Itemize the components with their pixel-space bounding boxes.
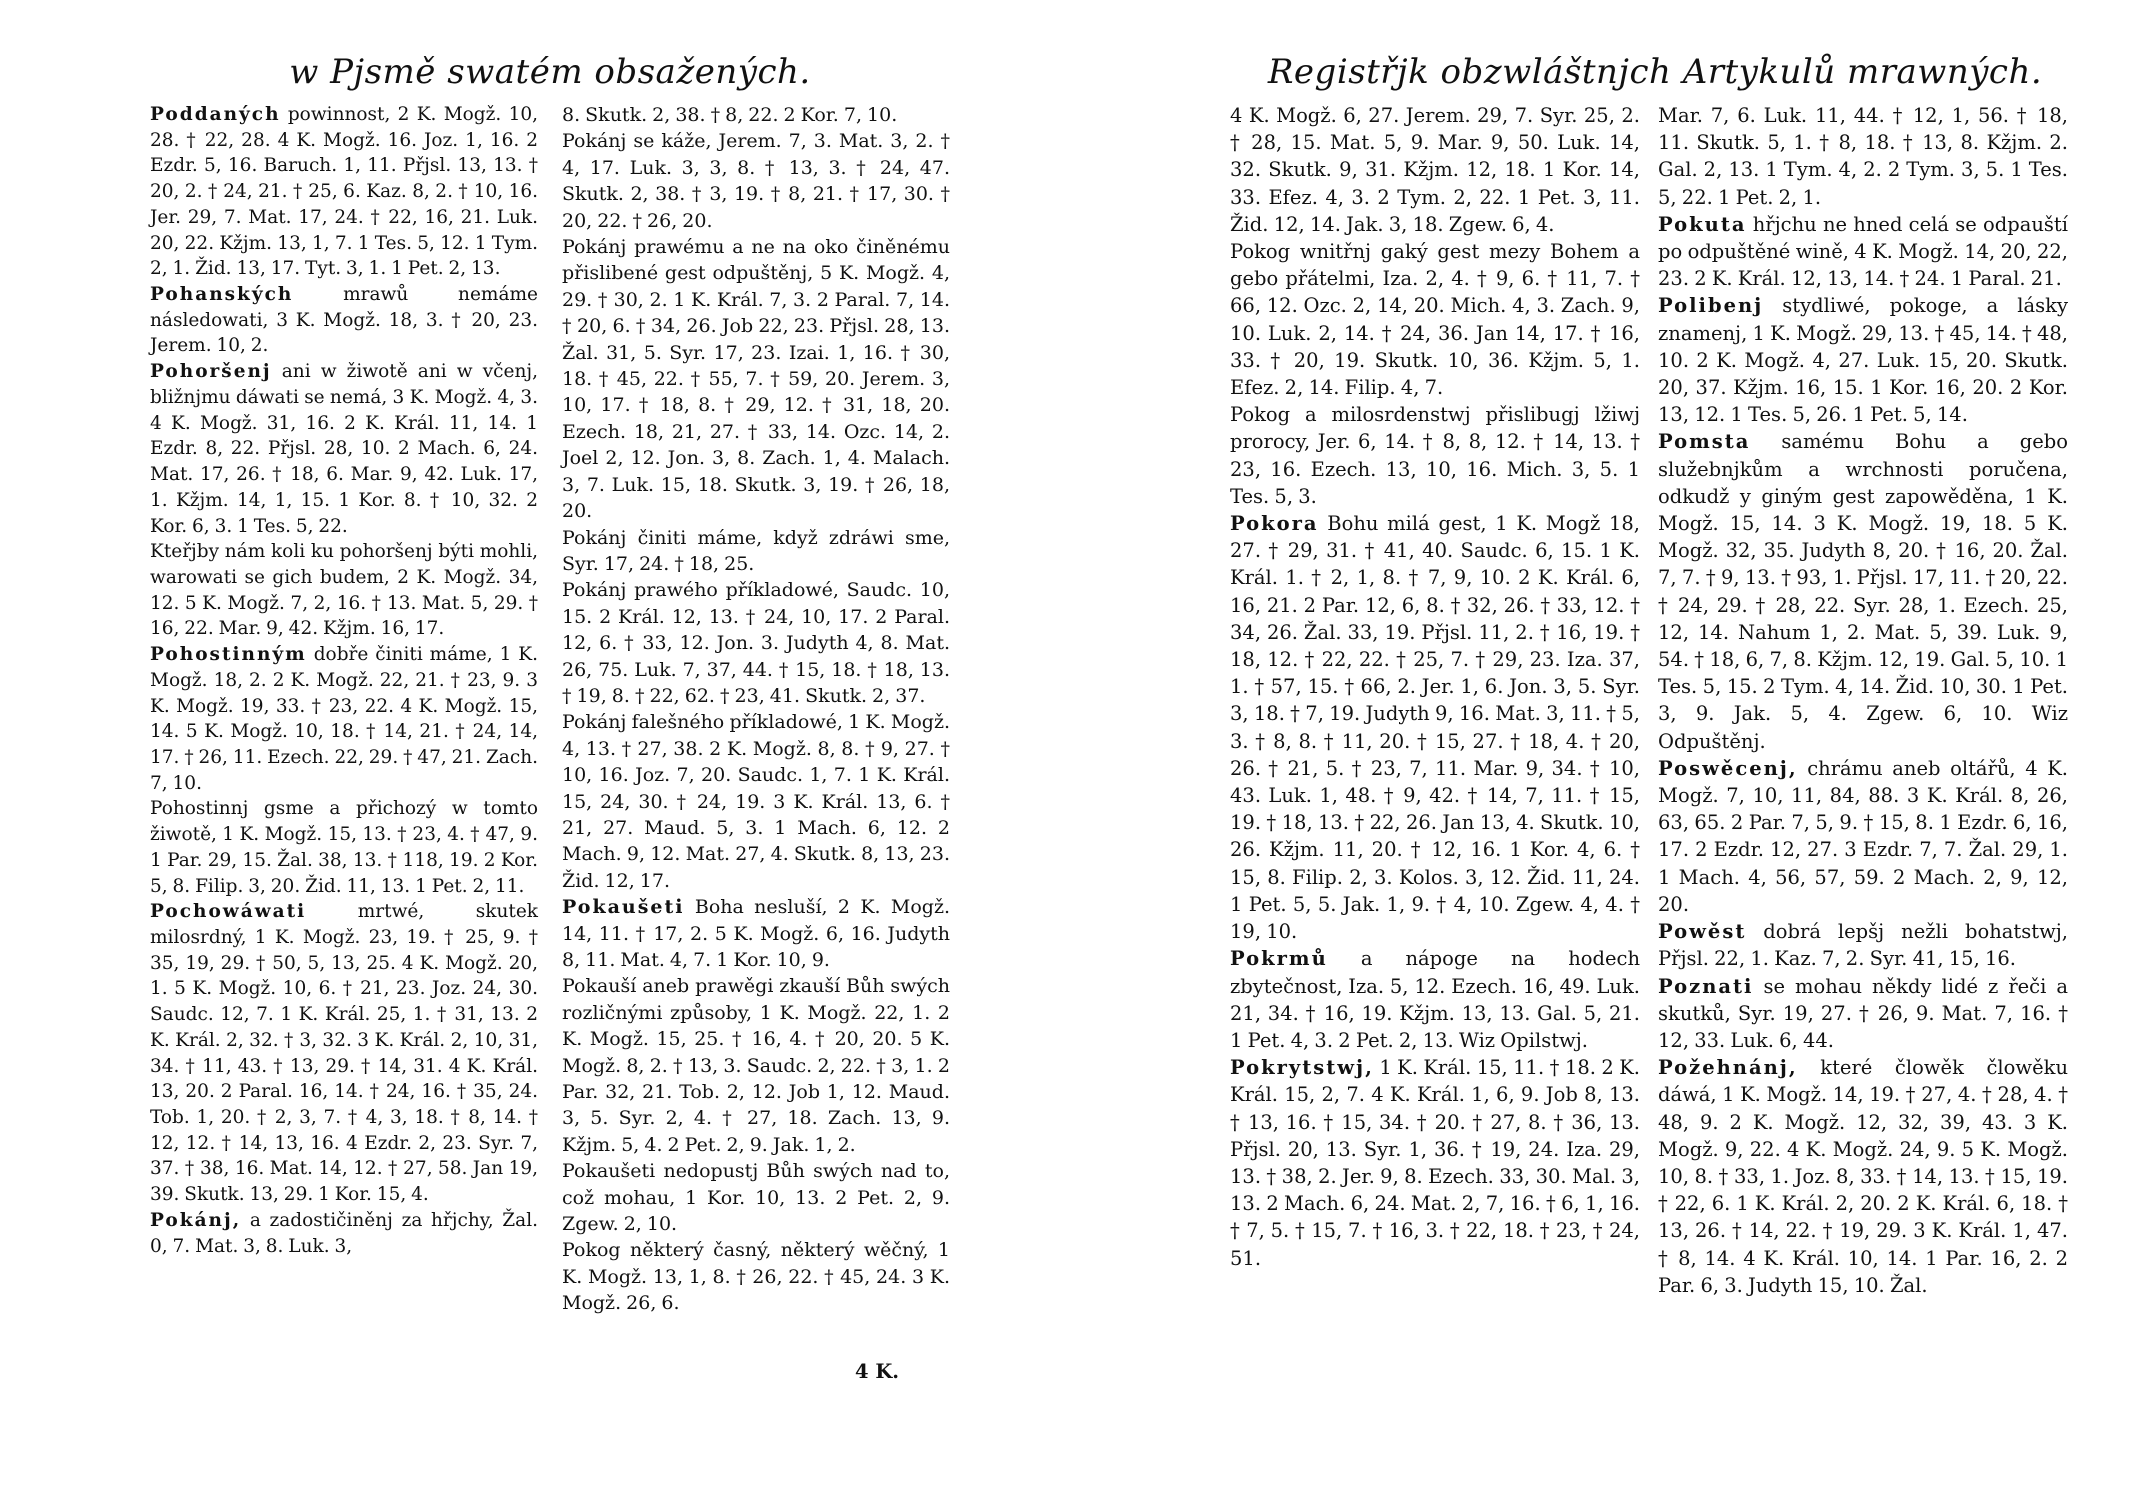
index-entry [1658, 428, 2068, 754]
index-entry [562, 234, 950, 524]
index-entry [562, 1158, 950, 1237]
entry-keyword: Pokaušeti [562, 896, 685, 919]
entry-references: chrámu aneb oltářů, 4 K. Mogž. 7, 10, 11, 84, 88. 3 K. Král. 8, 26, 63, 65. 2 Par. 7, 5, 9. † 15, 8. 1 Ezdr. 6, 16, 17. 2 Ezdr. 12, 27. 3 Ezdr. 7, 7. Žal. 29, 1. 1 Mach. 4, 56, 57, 59. 2 Mach. 2, 9, 12, 20. [1658, 756, 2069, 916]
index-entry [1658, 292, 2068, 428]
left-page-header: w Pjsmě swatém obsažených. [289, 52, 811, 92]
entry-references: stydliwé, pokoge, a lásky znamenj, 1 K. Mogž. 29, 13. † 45, 14. † 48, 10. 2 K. Mogž. 4, 27. Luk. 15, 20. Skutk. 20, 37. Kžjm. 16, 15. 1 Kor. 16, 20. 2 Kor. 13, 12. 1 Tes. 5, 26. 1 Pet. 5, 14. [1658, 294, 2068, 427]
right-column-2 [1658, 102, 2068, 1299]
index-entry [562, 1237, 950, 1316]
entry-references: 8. Skutk. 2, 38. † 8, 22. 2 Kor. 7, 10. [562, 104, 898, 126]
entry-references: které člowěk člowěku dáwá, 1 K. Mogž. 14, 19. † 27, 4. † 28, 4. † 48, 9. 2 K. Mogž. 12, 32, 39, 43. 3 K. Mogž. 9, 22. 4 K. Mogž. 24, 9. 5 K. Mogž. 10, 8. † 33, 1. Joz. 8, 33. † 14, 13. † 15, 19. † 22, 6. 1 K. Král. 2, 20. 2 K. Král. 6, 18. † 13, 26. † 14, 22. † 19, 29. 3 K. Král. 1, 47. † 8, 14. 4 K. Král. 10, 14. 1 Par. 16, 2. 2 Par. 6, 3. Judyth 15, 10. Žal. [1658, 1056, 2068, 1297]
index-entry [150, 796, 538, 899]
entry-keyword: Pochowáwati [150, 901, 307, 923]
entry-references: Boha nesluší, 2 K. Mogž. 14, 11. † 17, 2. 5 K. Mogž. 6, 16. Judyth 8, 11. Mat. 4, 7. 1 Kor. 10, 9. [562, 896, 951, 971]
entry-references: dobře činiti máme, 1 K. Mogž. 18, 2. 2 K. Mogž. 22, 21. † 23, 9. 3 K. Mogž. 19, 33. † 23, 22. 4 K. Mogž. 15, 14. 5 K. Mogž. 10, 18. † 14, 21. † 24, 14, 17. † 26, 11. Ezech. 22, 29. † 47, 21. Zach. 7, 10. [150, 644, 538, 794]
index-entry [1230, 510, 1640, 945]
entry-references: a nápoge na hodech zbytečnost, Iza. 5, 12. Ezech. 16, 49. Luk. 21, 34. † 16, 19. Kžjm. 13, 13. Gal. 5, 21. 1 Pet. 4, 3. 2 Pet. 2, 13. Wiz Opilstwj. [1230, 947, 1641, 1052]
index-entry [562, 709, 950, 894]
entry-keyword: Pohoršenj [150, 361, 272, 383]
index-entry [1230, 945, 1640, 1054]
index-entry [150, 899, 538, 1208]
catchword: 4 K. [855, 1360, 900, 1383]
index-entry [150, 282, 538, 359]
entry-keyword: Polibenj [1658, 294, 1764, 318]
entry-references: Pokaušeti nedopustj Bůh swých nad to, což mohau, 1 Kor. 10, 13. 2 Pet. 2, 9. Zgew. 2, 10. [562, 1160, 950, 1236]
entry-references: mrawů nemáme následowati, 3 K. Mogž. 18, 3. † 20, 23. Jerem. 10, 2. [150, 284, 538, 357]
index-entry [150, 102, 538, 282]
entry-references: Pokánj se káže, Jerem. 7, 3. Mat. 3, 2. † 4, 17. Luk. 3, 3, 8. † 13, 3. † 24, 47. Skutk. 2, 38. † 3, 19. † 8, 21. † 17, 30. † 20, 22. † 26, 20. [562, 130, 950, 232]
entry-keyword: Pohanských [150, 284, 294, 306]
index-entry [150, 539, 538, 642]
entry-references: Pokog wnitřnj gaký gest mezy Bohem a gebo přátelmi, Iza. 2, 4. † 9, 6. † 11, 7. † 66, 12. Ozc. 2, 14, 20. Mich. 4, 3. Zach. 9, 10. Luk. 2, 14. † 24, 36. Jan 14, 17. † 16, 33. † 20, 19. Skutk. 10, 36. Kžjm. 5, 1. Efez. 2, 14. Filip. 4, 7. [1230, 240, 1640, 400]
entry-references: Pohostinnj gsme a přichozý w tomto žiwotě, 1 K. Mogž. 15, 13. † 23, 4. † 47, 9. 1 Par. 29, 15. Žal. 38, 13. † 118, 19. 2 Kor. 5, 8. Filip. 3, 20. Žid. 11, 13. 1 Pet. 2, 11. [150, 798, 538, 897]
index-entry [1230, 238, 1640, 401]
entry-keyword: Poswěcenj, [1658, 756, 1798, 780]
entry-references: Pokánj falešného příkladowé, 1 K. Mogž. 4, 13. † 27, 38. 2 K. Mogž. 8, 8. † 9, 27. † 10, 16. Joz. 7, 20. Saudc. 1, 7. 1 K. Král. 15, 24, 30. † 24, 19. 3 K. Král. 13, 6. † 21, 27. Maud. 5, 3. 1 Mach. 6, 12. 2 Mach. 9, 12. Mat. 27, 4. Skutk. 8, 13, 23. Žid. 12, 17. [562, 711, 950, 892]
entry-keyword: Pokrmů [1230, 947, 1328, 971]
index-entry [562, 525, 950, 578]
entry-references: a zadostičiněnj za hřjchy, Žal. 0, 7. Mat. 3, 8. Luk. 3, [150, 1209, 538, 1257]
index-entry [1658, 211, 2068, 293]
index-entry [1658, 102, 2068, 211]
right-column-1 [1230, 102, 1640, 1272]
entry-keyword: Powěst [1658, 920, 1747, 944]
index-entry [562, 973, 950, 1158]
left-column-2 [562, 102, 950, 1317]
entry-keyword: Pomsta [1658, 430, 1751, 454]
entry-references: mrtwé, skutek milosrdný, 1 K. Mogž. 23, 19. † 25, 9. † 35, 19, 29. † 50, 5, 13, 25. 4 K. Mogž. 20, 1. 5 K. Mogž. 10, 6. † 21, 23. Joz. 24, 30. Saudc. 12, 7. 1 K. Král. 25, 1. † 31, 13. 2 K. Král. 2, 32. † 3, 32. 3 K. Král. 2, 10, 31, 34. † 11, 43. † 13, 29. † 14, 31. 4 K. Král. 13, 20. 2 Paral. 16, 14. † 24, 16. † 35, 24. Tob. 1, 20. † 2, 3, 7. † 4, 3, 18. † 8, 14. † 12, 12. † 14, 13, 16. 4 Ezdr. 2, 23. Syr. 7, 37. † 38, 16. Mat. 14, 12. † 27, 58. Jan 19, 39. Skutk. 13, 29. 1 Kor. 15, 4. [150, 901, 538, 1206]
entry-references: Mar. 7, 6. Luk. 11, 44. † 12, 1, 56. † 18, 11. Skutk. 5, 1. † 8, 18. † 13, 8. Kžjm. 2. Gal. 2, 13. 1 Tym. 4, 2. 2 Tym. 3, 5. 1 Tes. 5, 22. 1 Pet. 2, 1. [1658, 104, 2068, 209]
index-entry [1230, 102, 1640, 238]
right-page-header: Registřjk obzwláštnjch Artykulů mrawných. [1267, 52, 2043, 92]
entry-keyword: Poddaných [150, 104, 281, 125]
entry-references: ani w žiwotě ani w včenj, bližnjmu dáwati se nemá, 3 K. Mogž. 4, 3. 4 K. Mogž. 31, 16. 2 K. Král. 11, 14. 1 Ezdr. 8, 22. Přjsl. 28, 10. 2 Mach. 6, 24. Mat. 17, 26. † 18, 6. Mar. 9, 42. Luk. 17, 1. Kžjm. 14, 1, 15. 1 Kor. 8. † 10, 32. 2 Kor. 6, 3. 1 Tes. 5, 22. [150, 361, 539, 537]
entry-keyword: Pohostinným [150, 644, 307, 666]
index-entry [562, 102, 950, 128]
entry-references: Kteřjby nám koli ku pohoršenj býti mohli, warowati se gich budem, 2 K. Mogž. 34, 12. 5 K. Mogž. 7, 2, 16. † 13. Mat. 5, 29. † 16, 22. Mar. 9, 42. Kžjm. 16, 17. [150, 541, 538, 640]
entry-keyword: Pokuta [1658, 212, 1747, 236]
entry-keyword: Požehnánj, [1658, 1056, 1798, 1080]
entry-references: Pokog některý časný, některý wěčný, 1 K. Mogž. 13, 1, 8. † 26, 22. † 45, 24. 3 K. Mogž. 26, 6. [562, 1239, 950, 1315]
entry-references: Bohu milá gest, 1 K. Mogž 18, 27. † 29, 31. † 41, 40. Saudc. 6, 15. 1 K. Král. 1. † 2, 1, 8. † 7, 9, 10. 2 K. Král. 6, 16, 21. 2 Par. 12, 6, 8. † 32, 26. † 33, 12. † 34, 26. Žal. 33, 19. Přjsl. 11, 2. † 16, 19. † 18, 12. † 22, 22. † 25, 7. † 29, 23. Iza. 37, 1. † 57, 15. † 66, 2. Jer. 1, 6. Jon. 3, 5. Syr. 3, 18. † 7, 19. Judyth 9, 16. Mat. 3, 11. † 5, 3. † 8, 8. † 11, 20. † 15, 27. † 18, 4. † 20, 26. † 21, 5. † 23, 7, 11. Mar. 9, 34. † 10, 43. Luk. 1, 48. † 9, 42. † 14, 7, 11. † 15, 19. † 18, 13. † 22, 26. Jan 13, 4. Skutk. 10, 26. Kžjm. 11, 20. † 12, 16. 1 Kor. 4, 6. † 15, 8. Filip. 2, 3. Kolos. 3, 12. Žid. 11, 24. 1 Pet. 5, 5. Jak. 1, 9. † 4, 10. Zgew. 4, 4. † 19, 10. [1230, 512, 1640, 944]
entry-references: powinnost, 2 K. Mogž. 10, 28. † 22, 28. 4 K. Mogž. 16. Joz. 1, 16. 2 Ezdr. 5, 16. Baruch. 1, 11. Přjsl. 13, 13. † 20, 2. † 24, 21. † 25, 6. Kaz. 8, 2. † 10, 16. Jer. 29, 7. Mat. 17, 24. † 22, 16, 21. Luk. 20, 22. Kžjm. 13, 1, 7. 1 Tes. 5, 12. 1 Tym. 2, 1. Žid. 13, 17. Tyt. 3, 1. 1 Pet. 2, 13. [150, 104, 538, 280]
left-column-1 [150, 102, 538, 1259]
index-entry [562, 894, 950, 973]
entry-keyword: Pokánj, [150, 1209, 242, 1231]
entry-references: samému Bohu a gebo služebnjkům a wrchnosti poručena, odkudž y giným gest zapowěděna, 1 K. Mogž. 15, 14. 3 K. Mogž. 19, 18. 5 K. Mogž. 32, 35. Judyth 8, 20. † 16, 20. Žal. 7, 7. † 9, 13. † 93, 1. Přjsl. 17, 11. † 20, 22. † 24, 29. † 28, 22. Syr. 28, 1. Ezech. 25, 12, 14. Nahum 1, 2. Mat. 5, 39. Luk. 9, 54. † 18, 6, 7, 8. Kžjm. 12, 19. Gal. 5, 10. 1 Tes. 5, 15. 2 Tym. 4, 14. Žid. 10, 30. 1 Pet. 3, 9. Jak. 5, 4. Zgew. 6, 10. Wiz Odpuštěnj. [1658, 430, 2068, 753]
entry-references: 4 K. Mogž. 6, 27. Jerem. 29, 7. Syr. 25, 2. † 28, 15. Mat. 5, 9. Mar. 9, 50. Luk. 14, 32. Skutk. 9, 31. Kžjm. 12, 18. 1 Kor. 14, 33. Efez. 4, 3. 2 Tym. 2, 22. 1 Pet. 3, 11. Žid. 12, 14. Jak. 3, 18. Zgew. 6, 4. [1230, 104, 1640, 236]
index-entry [150, 359, 538, 539]
index-entry [1658, 755, 2068, 918]
entry-references: Pokánj prawého příkladowé, Saudc. 10, 15. 2 Král. 12, 13. † 24, 10, 17. 2 Paral. 12, 6. † 33, 12. Jon. 3. Judyth 4, 8. Mat. 26, 75. Luk. 7, 37, 44. † 15, 18. † 18, 13. † 19, 8. † 22, 62. † 23, 41. Skutk. 2, 37. [562, 579, 950, 707]
entry-keyword: Poznati [1658, 974, 1754, 998]
entry-references: hřjchu ne hned celá se odpauští po odpuštěné wině, 4 K. Mogž. 14, 20, 22, 23. 2 K. Král. 12, 13, 14. † 24. 1 Paral. 21. [1658, 212, 2068, 291]
entry-references: dobrá lepšj nežli bohatstwj, Přjsl. 22, 1. Kaz. 7, 2. Syr. 41, 15, 16. [1658, 920, 2068, 971]
index-entry [1658, 973, 2068, 1055]
entry-references: Pokauší aneb prawěgi zkauší Bůh swých rozličnými způsoby, 1 K. Mogž. 22, 1. 2 K. Mogž. 15, 25. † 16, 4. † 20, 20. 5 K. Mogž. 8, 2. † 13, 3. Saudc. 2, 22. † 3, 1. 2 Par. 32, 21. Tob. 2, 12. Job 1, 12. Maud. 3, 5. Syr. 2, 4. † 27, 18. Zach. 13, 9. Kžjm. 5, 4. 2 Pet. 2, 9. Jak. 1, 2. [562, 975, 950, 1156]
entry-references: Pokánj prawému a ne na oko činěnému přislibené gest odpuštěnj, 5 K. Mogž. 4, 29. † 30, 2. 1 K. Král. 7, 3. 2 Paral. 7, 14. † 20, 6. † 34, 26. Job 22, 23. Přjsl. 28, 13. Žal. 31, 5. Syr. 17, 23. Izai. 1, 16. † 30, 18. † 45, 22. † 55, 7. † 59, 20. Jerem. 3, 10, 17. † 18, 8. † 29, 12. † 31, 18, 20. Ezech. 18, 21, 27. † 33, 14. Ozc. 14, 2. Joel 2, 12. Jon. 3, 8. Zach. 1, 4. Malach. 3, 7. Luk. 15, 18. Skutk. 3, 19. † 26, 18, 20. [562, 236, 950, 523]
index-entry [150, 642, 538, 796]
index-entry [1658, 1054, 2068, 1299]
entry-keyword: Pokora [1230, 512, 1319, 536]
index-entry [562, 577, 950, 709]
index-entry [562, 128, 950, 234]
index-entry [1230, 401, 1640, 510]
entry-references: 1 K. Král. 15, 11. † 18. 2 K. Král. 15, 2, 7. 4 K. Král. 1, 6, 9. Job 8, 13. † 13, 16. † 15, 34. † 20. † 27, 8. † 36, 13. Přjsl. 20, 13. Syr. 1, 36. † 19, 24. Iza. 29, 13. † 38, 2. Jer. 9, 8. Ezech. 33, 30. Mal. 3, 13. 2 Mach. 6, 24. Mat. 2, 7, 16. † 6, 1, 16. † 7, 5. † 15, 7. † 16, 3. † 22, 18. † 23, † 24, 51. [1230, 1056, 1641, 1270]
index-entry [1658, 918, 2068, 972]
entry-references: Pokánj činiti máme, když zdráwi sme, Syr. 17, 24. † 18, 25. [562, 526, 950, 575]
index-entry [150, 1208, 538, 1259]
index-entry [1230, 1054, 1640, 1272]
entry-references: se mohau někdy lidé z řeči a skutků, Syr. 19, 27. † 26, 9. Mat. 7, 16. † 12, 33. Luk. 6, 44. [1658, 974, 2068, 1052]
entry-keyword: Pokrytstwj, [1230, 1056, 1374, 1080]
entry-references: Pokog a milosrdenstwj přislibugj lžiwj prorocy, Jer. 6, 14. † 8, 8, 12. † 14, 13. † 23, 16. Ezech. 13, 10, 16. Mich. 3, 5. 1 Tes. 5, 3. [1230, 403, 1640, 508]
